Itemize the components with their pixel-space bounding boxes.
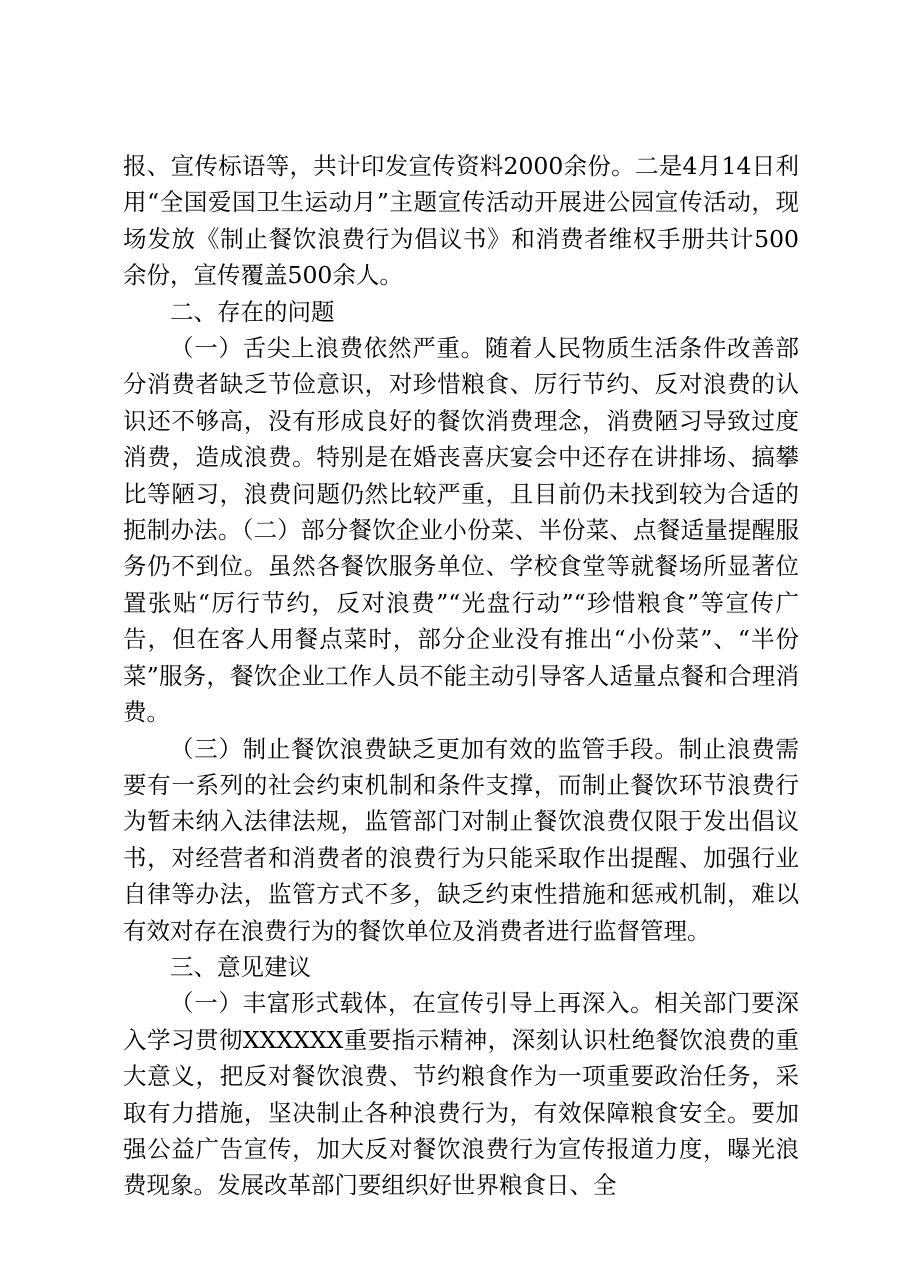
section-heading-suggestions: 三、意见建议 bbox=[170, 952, 311, 981]
body-paragraph-problem-1-2: （一）舌尖上浪费依然严重。随着人民物质生活条件改善部分消费者缺乏节俭意识，对珍惜粮食、厉行节约、反对浪费的认识还不够高，没有形成良好的餐饮消费理念，消费陋习导致过度消费，造成浪费。特别是在婚丧喜庆宴会中还存在讲排场、搞攀比等陋习，浪费问题仍然比较严重，且目前仍未找到较为合适的扼制办法。（二）部分餐饮企业小份菜、半份菜、点餐适量提醒服务仍不到位。虽然各餐饮服务单位、学校食堂等就餐场所显著位置张贴“厉行节约，反对浪费”“光盘行动”“珍惜粮食”等宣传广告，但在客人用餐点菜时，部分企业没有推出“小份菜”、“半份菜”服务，餐饮企业工作人员不能主动引导客人适量点餐和合理消费。 bbox=[123, 334, 799, 727]
body-paragraph-continued: 报、宣传标语等，共计印发宣传资料2000余份。二是4月14日利用“全国爱国卫生运动月”主题宣传活动开展进公园宣传活动，现场发放《制止餐饮浪费行为倡议书》和消费者维权手册共计500余份，宣传覆盖500余人。 bbox=[123, 152, 799, 290]
document-page bbox=[123, 148, 799, 1204]
body-paragraph-suggestion-1: （一）丰富形式载体，在宣传引导上再深入。相关部门要深入学习贯彻XXXXXX重要指示精神，深刻认识杜绝餐饮浪费的重大意义，把反对餐饮浪费、节约粮食作为一项重要政治任务，采取有力措施，坚决制止各种浪费行为，有效保障粮食安全。要加强公益广告宣传，加大反对餐饮浪费行为宣传报道力度，曝光浪费现象。发展改革部门要组织好世界粮食日、全 bbox=[123, 989, 799, 1200]
section-heading-problems: 二、存在的问题 bbox=[170, 297, 335, 326]
body-paragraph-problem-3: （三）制止餐饮浪费缺乏更加有效的监管手段。制止浪费需要有一系列的社会约束机制和条件支撑，而制止餐饮环节浪费行为暂未纳入法律法规，监管部门对制止餐饮浪费仅限于发出倡议书，对经营者和消费者的浪费行为只能采取作出提醒、加强行业自律等办法，监管方式不多，缺乏约束性措施和惩戒机制，难以有效对存在浪费行为的餐饮单位及消费者进行监督管理。 bbox=[123, 734, 799, 945]
